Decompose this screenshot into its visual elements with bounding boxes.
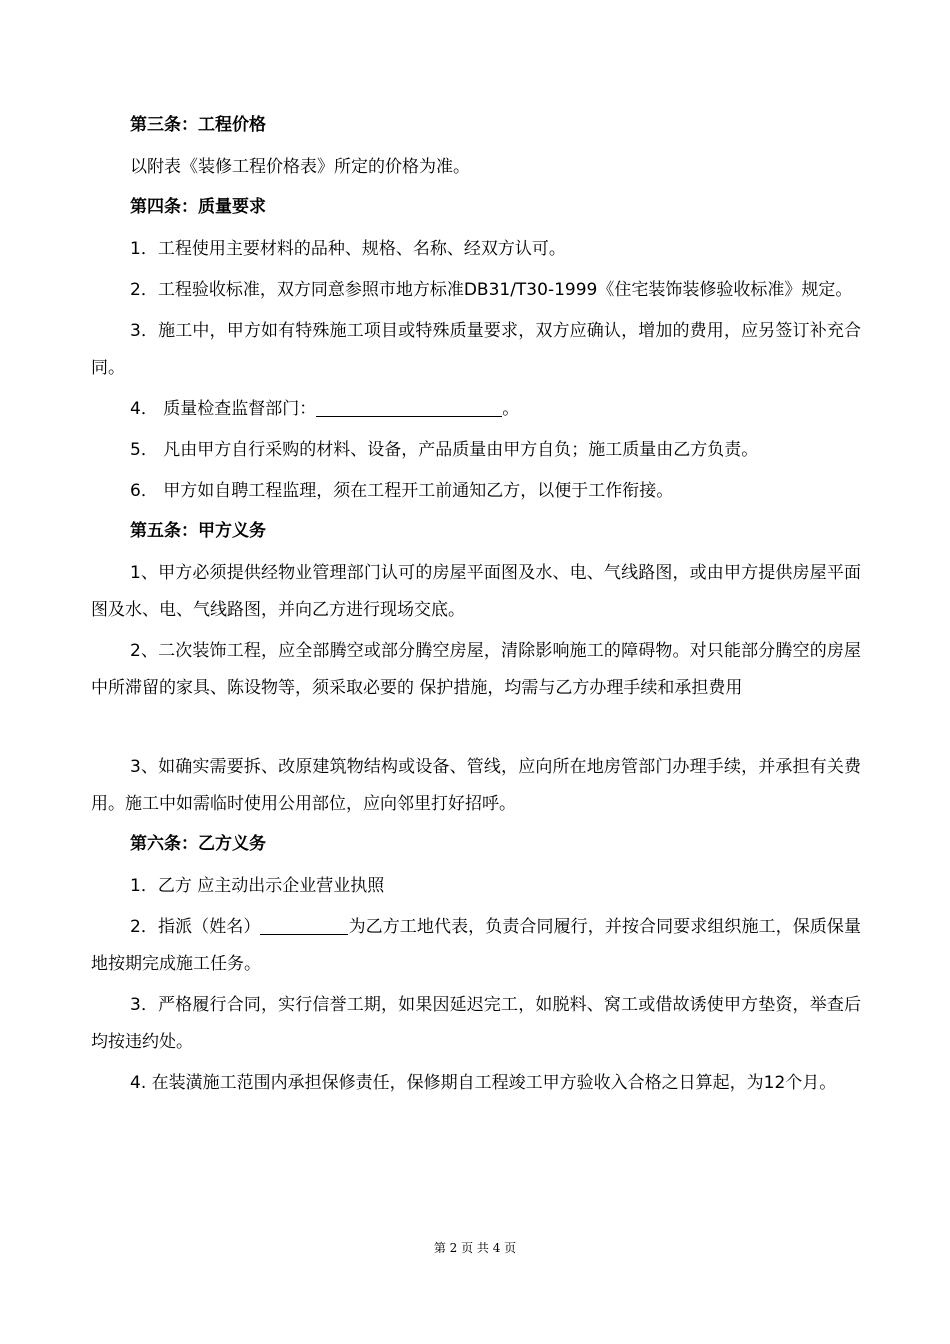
section-4-item-6: 6． 甲方如自聘工程监理，须在工程开工前通知乙方，以便于工作衔接。: [130, 481, 674, 501]
section-4-item-4: [91, 391, 861, 428]
section-4-item-3: 3．施工中，甲方如有特殊施工项目或特殊质量要求，双方应确认，增加的费用，应另签订补充合同。: [91, 321, 861, 378]
section-5-item-2: 2、二次装饰工程，应全部腾空或部分腾空房屋，清除影响施工的障碍物。对只能部分腾空的房屋中所滞留的家具、陈设物等，须采取必要的 保护措施，均需与乙方办理手续和承担费用: [91, 641, 861, 698]
section-6-item-2-text: 为乙方工地代表，负责合同履行，并按合同要求组织施工，保质保量地按期完成施工任务。: [91, 917, 861, 974]
section-3-heading: 第三条：工程价格: [130, 115, 266, 135]
section-4-item-4-end: 。: [502, 399, 520, 419]
section-6-heading: 第六条：乙方义务: [130, 834, 266, 854]
section-6-item-2-label: 2．指派（姓名）: [130, 917, 261, 937]
representative-name-blank[interactable]: [260, 914, 348, 935]
section-5-item-3: 3、如确实需要拆、改原建筑物结构或设备、管线，应向所在地房管部门办理手续，并承担有关费用。施工中如需临时使用公用部位，应向邻里打好招呼。: [91, 757, 861, 814]
document-body: [91, 108, 861, 1106]
section-4-heading: 第四条：质量要求: [130, 197, 266, 217]
section-3-paragraph: 以附表《装修工程价格表》所定的价格为准。: [130, 157, 470, 177]
section-5-heading: 第五条：甲方义务: [130, 521, 266, 541]
section-6-item-1: 1．乙方 应主动出示企业营业执照: [130, 876, 385, 896]
section-5-item-1: 1、甲方必须提供经物业管理部门认可的房屋平面图及水、电、气线路图，或由甲方提供房屋平面图及水、电、气线路图，并向乙方进行现场交底。: [91, 563, 861, 620]
section-4-item-4-label: 4． 质量检查监督部门：: [130, 399, 317, 419]
section-4-item-1: 1．工程使用主要材料的品种、规格、名称、经双方认可。: [130, 239, 566, 259]
section-6-item-4: 4. 在装潢施工范围内承担保修责任，保修期自工程竣工甲方验收入合格之日算起，为12个月。: [130, 1073, 837, 1093]
section-6-item-3: 3．严格履行合同，实行信誉工期，如果因延迟完工，如脱料、窝工或借故诱使甲方垫资，举查后均按违约处。: [91, 995, 861, 1052]
section-4-item-2: 2．工程验收标准，双方同意参照市地方标准DB31/T30-1999《住宅装饰装修验收标准》规定。: [130, 280, 853, 300]
page-number-footer: 第 2 页 共 4 页: [433, 1241, 517, 1255]
section-6-item-2: [91, 909, 861, 983]
supervision-department-blank[interactable]: [316, 396, 502, 417]
section-4-item-5: 5． 凡由甲方自行采购的材料、设备，产品质量由甲方自负；施工质量由乙方负责。: [130, 440, 759, 460]
spacer: [91, 711, 861, 749]
